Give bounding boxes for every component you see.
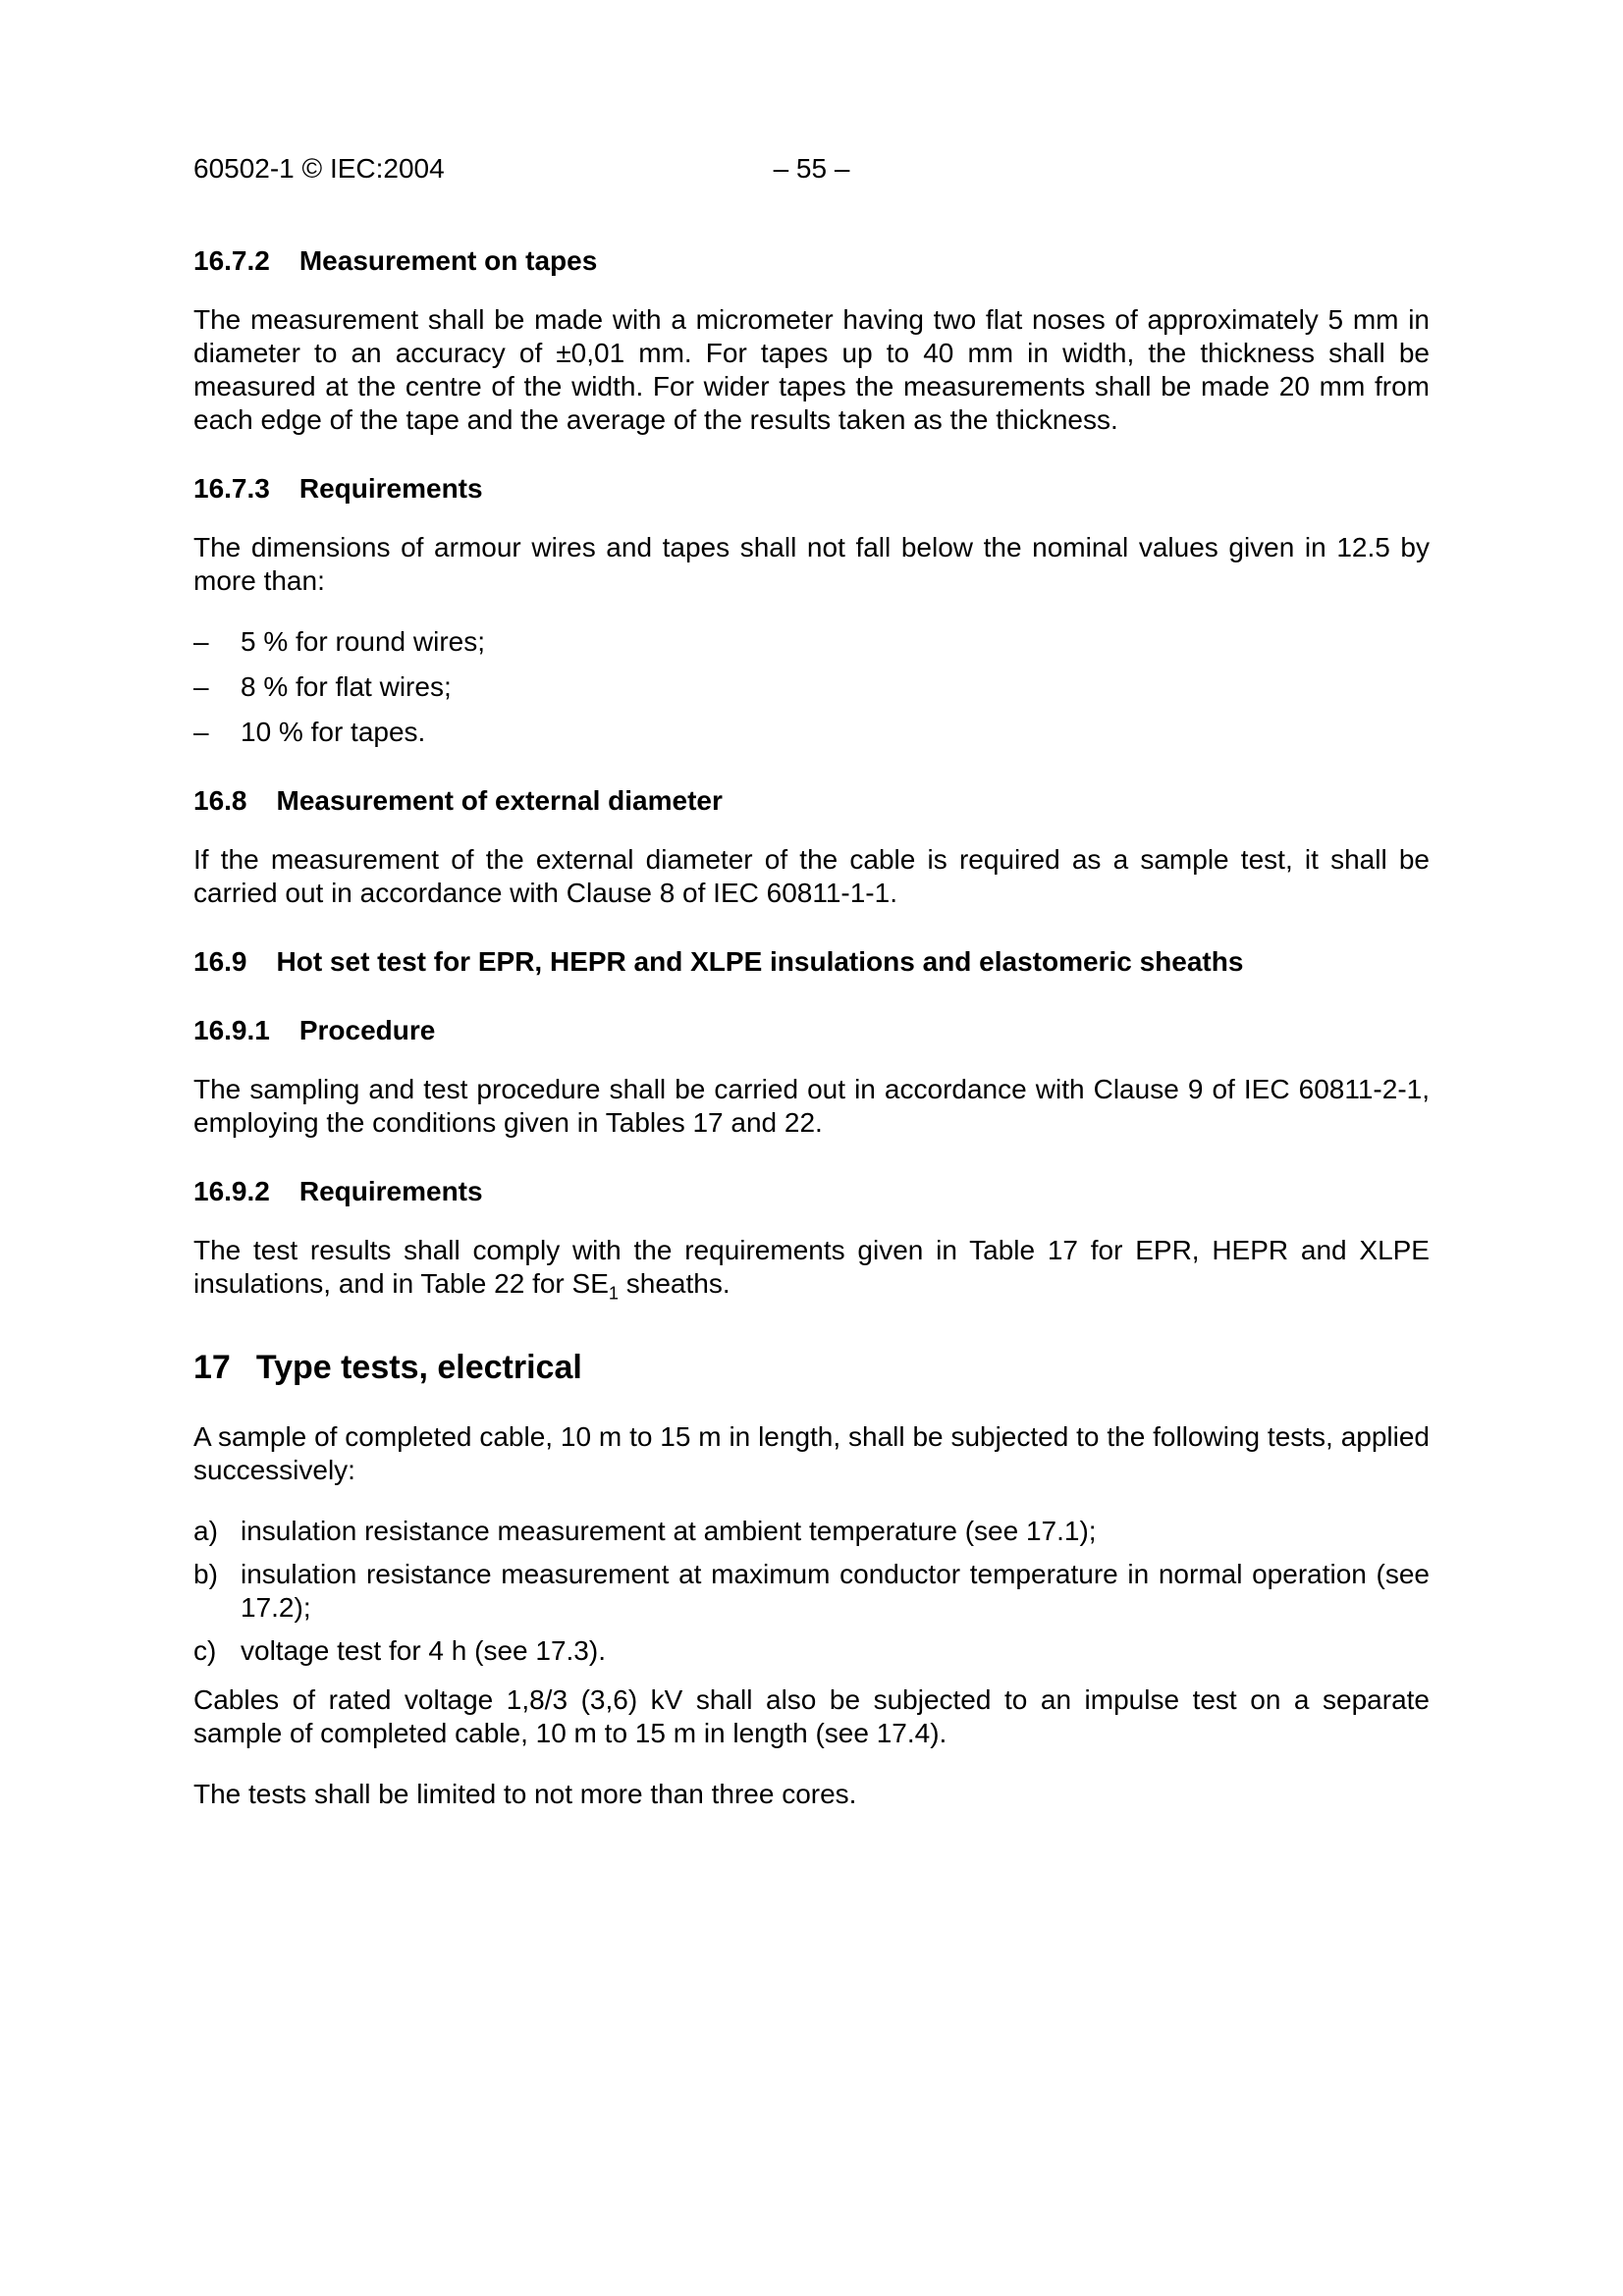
list-item-text: voltage test for 4 h (see 17.3). — [241, 1635, 606, 1666]
clause-title: Measurement of external diameter — [276, 785, 723, 816]
clause-heading-16-8 — [193, 784, 1430, 818]
paragraph-text-end: sheaths. — [619, 1268, 730, 1299]
clause-number: 16.7.2 — [193, 245, 270, 276]
list-item-text: insulation resistance measurement at ambient temperature (see 17.1); — [241, 1516, 1097, 1546]
section-heading-17 — [193, 1348, 1430, 1387]
paragraph-hot-set-procedure: The sampling and test procedure shall be carried out in accordance with Clause 9 of IEC 60811-2-1, employing the conditions given in Tables 17 and 22. — [193, 1074, 1430, 1138]
clause-title: Requirements — [298, 1176, 483, 1206]
document-reference: 60502-1 © IEC:2004 — [193, 153, 445, 184]
dash-list — [193, 625, 1430, 749]
paragraph-hot-set-requirements — [193, 1234, 1430, 1304]
list-item-text: 10 % for tapes. — [241, 717, 426, 747]
clause-number: 16.9 — [193, 946, 247, 977]
page-number: – 55 – — [773, 153, 850, 184]
clause-title: Measurement on tapes — [298, 245, 598, 276]
section-title: Type tests, electrical — [255, 1349, 582, 1386]
list-item-text: 5 % for round wires; — [241, 626, 485, 657]
clause-heading-16-7-2 — [193, 244, 1430, 278]
paragraph-measurement-on-tapes: The measurement shall be made with a micrometer having two flat noses of approximately 5 mm in diameter to an accuracy of ±0,01 mm. For tapes up to 40 mm in width, the thickness shall be measured at the centre of the width. For wider tapes the measurements shall be made 20 mm from each edge of the tape and the average of the results taken as the thickness. — [193, 304, 1430, 435]
dash-list-item — [193, 625, 1430, 659]
list-item-text: insulation resistance measurement at maximum conductor temperature in normal operation (see 17.2); — [241, 1559, 1430, 1623]
dash-list-item — [193, 670, 1430, 704]
clause-number: 16.8 — [193, 785, 247, 816]
clause-heading-16-7-3 — [193, 472, 1430, 506]
letter-marker: a) — [193, 1516, 218, 1546]
paragraph-three-cores: The tests shall be limited to not more than three cores. — [193, 1779, 857, 1809]
paragraph-text-start: The test results shall comply with the requirements given in Table 17 for EPR, HEPR and XLPE insulations, and in Table 22 for SE — [193, 1235, 1430, 1299]
clause-heading-16-9 — [193, 945, 1430, 979]
page-header — [193, 152, 1430, 186]
list-item-text: 8 % for flat wires; — [241, 671, 452, 702]
clause-number: 16.7.3 — [193, 473, 270, 504]
letter-marker: b) — [193, 1559, 218, 1589]
dash-marker: – — [193, 626, 209, 657]
paragraph-armour-requirements: The dimensions of armour wires and tapes shall not fall below the nominal values given in 12.5 by more than: — [193, 532, 1430, 596]
clause-title: Requirements — [298, 473, 483, 504]
paragraph-external-diameter: If the measurement of the external diameter of the cable is required as a sample test, it shall be carried out in accordance with Clause 8 of IEC 60811-1-1. — [193, 844, 1430, 908]
clause-heading-16-9-2 — [193, 1175, 1430, 1208]
subscript-one: 1 — [608, 1283, 619, 1304]
dash-list-item — [193, 716, 1430, 749]
lettered-list-item — [193, 1558, 1430, 1625]
section-number: 17 — [193, 1349, 231, 1386]
clause-number: 16.9.2 — [193, 1176, 270, 1206]
clause-title: Procedure — [298, 1015, 436, 1045]
clause-number: 16.9.1 — [193, 1015, 270, 1045]
lettered-list — [193, 1515, 1430, 1668]
clause-heading-16-9-1 — [193, 1014, 1430, 1047]
dash-marker: – — [193, 671, 209, 702]
letter-marker: c) — [193, 1635, 217, 1666]
paragraph-type-tests-intro: A sample of completed cable, 10 m to 15 m in length, shall be subjected to the following tests, applied successively: — [193, 1421, 1430, 1485]
lettered-list-item — [193, 1634, 1430, 1668]
clause-title: Hot set test for EPR, HEPR and XLPE insulations and elastomeric sheaths — [276, 946, 1244, 977]
dash-marker: – — [193, 717, 209, 747]
lettered-list-item — [193, 1515, 1430, 1548]
paragraph-impulse-test: Cables of rated voltage 1,8/3 (3,6) kV shall also be subjected to an impulse test on a separate sample of completed cable, 10 m to 15 m in length (see 17.4). — [193, 1684, 1430, 1748]
